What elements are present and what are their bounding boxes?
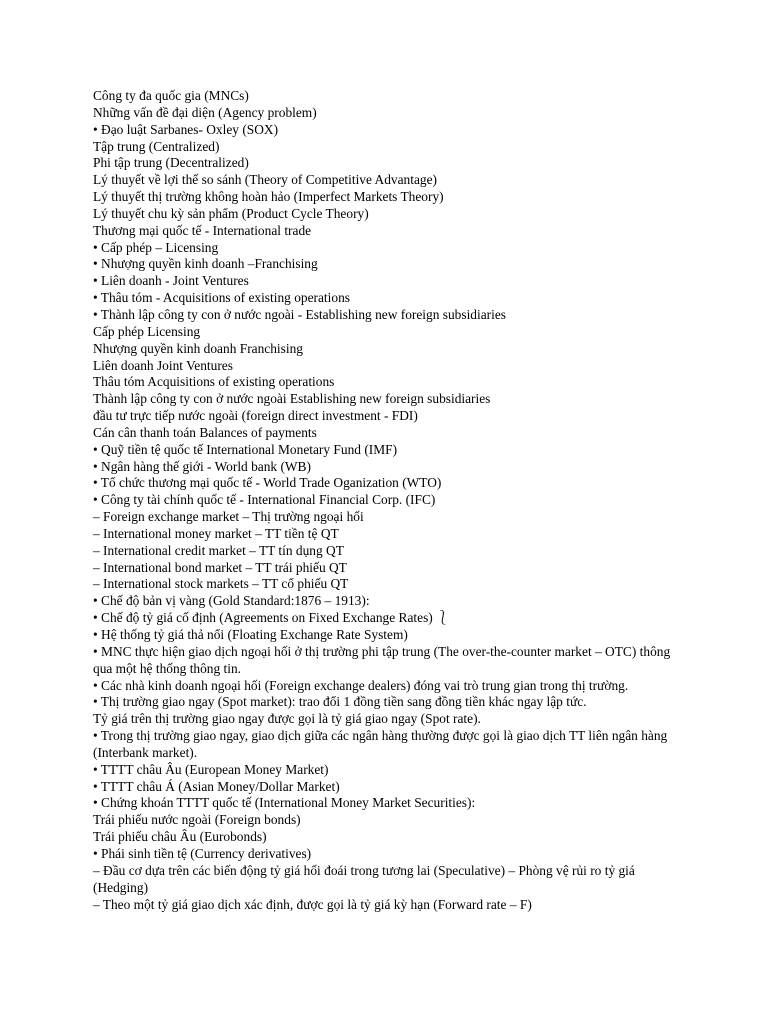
text-paragraph: Tỷ giá trên thị trường giao ngay được gọi là tỷ giá giao ngay (Spot rate). <box>93 711 481 727</box>
text-paragraph: • TTTT châu Á (Asian Money/Dollar Market) <box>93 778 340 794</box>
text-line: Lý thuyết về lợi thế so sánh (Theory of Competitive Advantage) <box>93 172 437 188</box>
text-line: Liên doanh Joint Ventures <box>93 357 233 373</box>
text-paragraph: • Thị trường giao ngay (Spot market): trao đổi 1 đồng tiền sang đồng tiền khác ngay lập tức. <box>93 694 587 710</box>
text-line: Tập trung (Centralized) <box>93 138 220 154</box>
text-line: • Nhượng quyền kinh doanh –Franchising <box>93 256 318 272</box>
text-line: – International stock markets – TT cổ phiếu QT <box>93 576 349 592</box>
text-line: Thương mại quốc tế - International trade <box>93 222 312 238</box>
text-paragraph: • Trong thị trường giao ngay, giao dịch giữa các ngân hàng thường được gọi là giao dịch TT liên ngân hàng (Interbank market). <box>93 728 668 760</box>
text-line: • Quỹ tiền tệ quốc tế International Monetary Fund (IMF) <box>93 441 398 457</box>
text-line: • Đạo luật Sarbanes- Oxley (SOX) <box>93 121 279 137</box>
text-line: Cấp phép Licensing <box>93 323 201 339</box>
text-line: • Liên doanh - Joint Ventures <box>93 273 249 289</box>
text-paragraph: • Chứng khoán TTTT quốc tế (International Money Market Securities): <box>93 795 476 811</box>
document-body <box>93 88 673 913</box>
text-line: – International money market – TT tiền tệ QT <box>93 525 339 541</box>
text-paragraph: Trái phiếu nước ngoài (Foreign bonds) <box>93 812 301 828</box>
text-line: • Cấp phép – Licensing <box>93 239 219 255</box>
text-line: đầu tư trực tiếp nước ngoài (foreign direct investment - FDI) <box>93 408 418 424</box>
text-line: – International credit market – TT tín dụng QT <box>93 542 344 558</box>
text-line: Thâu tóm Acquisitions of existing operations <box>93 374 335 390</box>
text-line: – Foreign exchange market – Thị trường ngoại hối <box>93 509 364 525</box>
text-line: • Hệ thống tỷ giá thả nổi (Floating Exchange Rate System) <box>93 627 408 642</box>
text-line: – International bond market – TT trái phiếu QT <box>93 559 347 575</box>
text-line: • Chế độ bản vị vàng (Gold Standard:1876 – 1913): <box>93 593 370 609</box>
text-paragraph: – Theo một tỷ giá giao dịch xác định, được gọi là tỷ giá kỳ hạn (Forward rate – F) <box>93 896 532 912</box>
text-paragraph: • Các nhà kinh doanh ngoại hối (Foreign exchange dealers) đóng vai trò trung gian trong thị trường. <box>93 677 629 693</box>
text-line: Thành lập công ty con ở nước ngoài Establishing new foreign subsidiaries <box>93 391 491 407</box>
text-line: Lý thuyết thị trường không hoàn hảo (Imperfect Markets Theory) <box>93 189 444 205</box>
text-line: Lý thuyết chu kỳ sản phẩm (Product Cycle Theory) <box>93 205 369 221</box>
text-line: Công ty đa quốc gia (MNCs) <box>93 88 249 103</box>
text-paragraph: Trái phiếu châu Âu (Eurobonds) <box>93 829 267 845</box>
text-line: • Thành lập công ty con ở nước ngoài - Establishing new foreign subsidiaries <box>93 306 506 322</box>
text-paragraph: – Đầu cơ dựa trên các biến động tỷ giá hối đoái trong tương lai (Speculative) – Phòng vệ rủi ro tỷ giá (Hedging) <box>93 862 635 895</box>
text-paragraph: • TTTT châu Âu (European Money Market) <box>93 761 329 777</box>
text-line: • Thâu tóm - Acquisitions of existing operations <box>93 290 350 306</box>
text-line: Những vấn đề đại diện (Agency problem) <box>93 104 317 120</box>
text-line: Phi tập trung (Decentralized) <box>93 155 249 171</box>
text-line: • Công ty tài chính quốc tế - International Financial Corp. (IFC) <box>93 492 436 508</box>
text-line: • Ngân hàng thế giới - World bank (WB) <box>93 458 311 474</box>
text-paragraph: • Phái sinh tiền tệ (Currency derivatives) <box>93 845 312 861</box>
text-line: • Chế độ tỷ giá cố định (Agreements on Fixed Exchange Rates) ⎱ <box>93 610 450 626</box>
text-line: • Tổ chức thương mại quốc tế - World Trade Oganization (WTO) <box>93 475 442 491</box>
text-line: Cán cân thanh toán Balances of payments <box>93 424 317 440</box>
text-line: Nhượng quyền kinh doanh Franchising <box>93 340 303 356</box>
text-paragraph: • MNC thực hiện giao dịch ngoại hối ở thị trường phi tập trung (The over-the-counter market – OTC) thông qua một hệ thống thông tin. <box>93 643 671 676</box>
